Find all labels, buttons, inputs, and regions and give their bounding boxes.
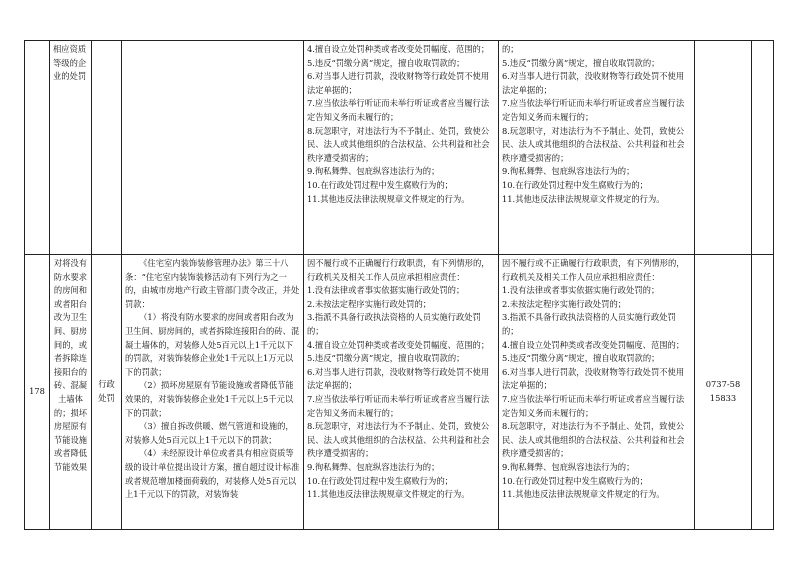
text-line: 11.其他违反法律法规规章文件规定的行为。 — [307, 489, 470, 500]
text-line: 5.违反“罚缴分离”规定，擅自收取罚款的； — [502, 57, 660, 68]
text-line: 9.徇私舞弊、包庇纵容违法行为的； — [307, 461, 440, 472]
type-cell — [92, 41, 122, 255]
basis-list — [125, 257, 300, 502]
text-line: 8.玩忽职守，对违法行为不予制止、处罚，致使公民、法人或其他组织的合法权益、公共利益和社会秩序遭受损害的； — [307, 125, 490, 163]
text-line: 6.对当事人进行罚款，没收财物等行政处罚不使用法定单据的； — [307, 366, 490, 391]
text-line: 1.没有法律或者事实依据实施行政处罚的； — [502, 285, 660, 296]
text-line: 10.在行政处罚过程中发生腐败行为的； — [307, 179, 453, 190]
row-number: 178 — [29, 386, 45, 397]
text-line: 11.其他违反法律法规规章文件规定的行为。 — [502, 193, 665, 204]
text-line: 7.应当依法举行听证而未举行听证或者应当履行法定告知义务而未履行的； — [502, 393, 685, 418]
text-line: 10.在行政处罚过程中发生腐败行为的； — [502, 475, 648, 486]
phone-cell — [695, 41, 752, 255]
table-row — [25, 41, 774, 255]
note-cell — [752, 41, 774, 255]
text-line: 4.擅自设立处罚种类或者改变处罚幅度、范围的； — [307, 339, 490, 350]
accountability-cell — [499, 255, 695, 530]
item-name-cell — [50, 255, 92, 530]
basis-cell — [122, 255, 304, 530]
text-line: 3.指派不具备行政执法资格的人员实施行政处罚的； — [502, 312, 676, 336]
row-number-cell — [25, 41, 50, 255]
text-line: （1）将没有防水要求的房间或者阳台改为卫生间、厨房间的，或者拆除连接阳台的砖、混凝土墙体的，对装修人处5百元以上1千元以下的罚款，对装饰装修企业处1千元以上1万元以下的罚款； — [125, 312, 300, 377]
text-line: 7.应当依法举行听证而未举行听证或者应当履行法定告知义务而未履行的； — [307, 98, 490, 122]
table-row — [25, 255, 774, 530]
text-line: （4）未经原设计单位或者具有相应资质等级的设计单位提出设计方案，擅自超过设计标准或者规范增加楼面荷载的，对装修人处5百元以上1千元以下的罚款，对装饰装 — [125, 448, 300, 500]
phone-number-part1: 0737-58 — [705, 379, 741, 390]
text-line: 《住宅室内装饰装修管理办法》第三十八条：“住宅室内装饰装修活动有下列行为之一的，由城市房地产行政主管部门责令改正，并处罚款： — [125, 258, 300, 309]
text-line: 11.其他违反法律法规规章文件规定的行为。 — [307, 193, 470, 204]
accountability-list — [502, 43, 691, 206]
text-line: 8.玩忽职守，对违法行为不予制止、处罚，致使公民、法人或其他组织的合法权益、公共利益和社会秩序遭受损害的； — [502, 125, 685, 163]
text-line: 10.在行政处罚过程中发生腐败行为的； — [307, 475, 453, 486]
accountability-list — [502, 257, 691, 502]
text-line: 5.违反“罚缴分离”规定，擅自收取罚款的； — [307, 353, 465, 364]
text-line: 因不履行或不正确履行行政职责，有下列情形的，行政机关及相关工作人员应承担相应责任： — [502, 258, 685, 282]
text-line: 1.没有法律或者事实依据实施行政处罚的； — [307, 285, 465, 296]
basis-cell — [122, 41, 304, 255]
item-name: 相应资质等级的企业的处罚 — [53, 44, 87, 82]
text-line: 的； — [502, 44, 519, 54]
responsibility-list — [307, 43, 495, 206]
text-line: 8.玩忽职守，对违法行为不予制止、处罚，致使公民、法人或其他组织的合法权益、公共利益和社会秩序遭受损害的； — [502, 421, 685, 459]
item-name: 对将没有防水要求的房间和或者阳台改为卫生间、厨房间的，或者拆除连接阳台的砖、混凝土墙体的；损坏房屋原有节能设施或者降低节能效果 — [53, 258, 88, 472]
text-line: 4.擅自设立处罚种类或者改变处罚幅度、范围的； — [307, 44, 490, 54]
text-line: 6.对当事人进行罚款，没收财物等行政处罚不使用法定单据的； — [502, 366, 685, 391]
text-line: 7.应当依法举行听证而未举行听证或者应当履行法定告知义务而未履行的； — [307, 393, 490, 418]
text-line: （3）擅自拆改供暖、燃气管道和设施的，对装修人处5百元以上1千元以下的罚款； — [125, 421, 294, 445]
accountability-cell — [499, 41, 695, 255]
text-line: 9.徇私舞弊、包庇纵容违法行为的； — [307, 166, 440, 177]
text-line: 6.对当事人进行罚款，没收财物等行政处罚不使用法定单据的； — [502, 71, 685, 95]
type-cell — [92, 255, 122, 530]
responsibility-cell — [304, 41, 499, 255]
text-line: （2）损坏房屋原有节能设施或者降低节能效果的，对装饰装修企业处1千元以上5千元以下的罚款； — [125, 380, 294, 418]
text-line: 7.应当依法举行听证而未举行听证或者应当履行法定告知义务而未履行的； — [502, 98, 685, 122]
text-line: 因不履行或不正确履行行政职责，有下列情形的，行政机关及相关工作人员应承担相应责任： — [307, 258, 490, 282]
responsibility-list — [307, 257, 495, 502]
row-number-cell — [25, 255, 50, 530]
item-name-cell — [50, 41, 92, 255]
text-line: 3.指派不具备行政执法资格的人员实施行政处罚的； — [307, 312, 481, 336]
text-line: 9.徇私舞弊、包庇纵容违法行为的； — [502, 166, 635, 177]
text-line: 4.擅自设立处罚种类或者改变处罚幅度、范围的； — [502, 339, 685, 350]
text-line: 2.未按法定程序实施行政处罚的； — [502, 298, 627, 309]
item-type: 行政处罚 — [98, 379, 115, 403]
text-line: 2.未按法定程序实施行政处罚的； — [307, 298, 432, 309]
note-cell — [752, 255, 774, 530]
text-line: 9.徇私舞弊、包庇纵容违法行为的； — [502, 461, 635, 472]
text-line: 11.其他违反法律法规规章文件规定的行为。 — [502, 489, 665, 500]
text-line: 5.违反“罚缴分离”规定，擅自收取罚款的； — [307, 57, 465, 68]
text-line: 8.玩忽职守，对违法行为不予制止、处罚，致使公民、法人或其他组织的合法权益、公共利益和社会秩序遭受损害的； — [307, 421, 490, 459]
phone-number-part2: 15833 — [709, 393, 737, 403]
responsibility-cell — [304, 255, 499, 530]
text-line: 10.在行政处罚过程中发生腐败行为的； — [502, 179, 648, 190]
text-line: 5.违反“罚缴分离”规定，擅自收取罚款的； — [502, 353, 660, 364]
authority-table — [24, 40, 774, 530]
text-line: 6.对当事人进行罚款，没收财物等行政处罚不使用法定单据的； — [307, 71, 490, 95]
phone-cell — [695, 255, 752, 530]
